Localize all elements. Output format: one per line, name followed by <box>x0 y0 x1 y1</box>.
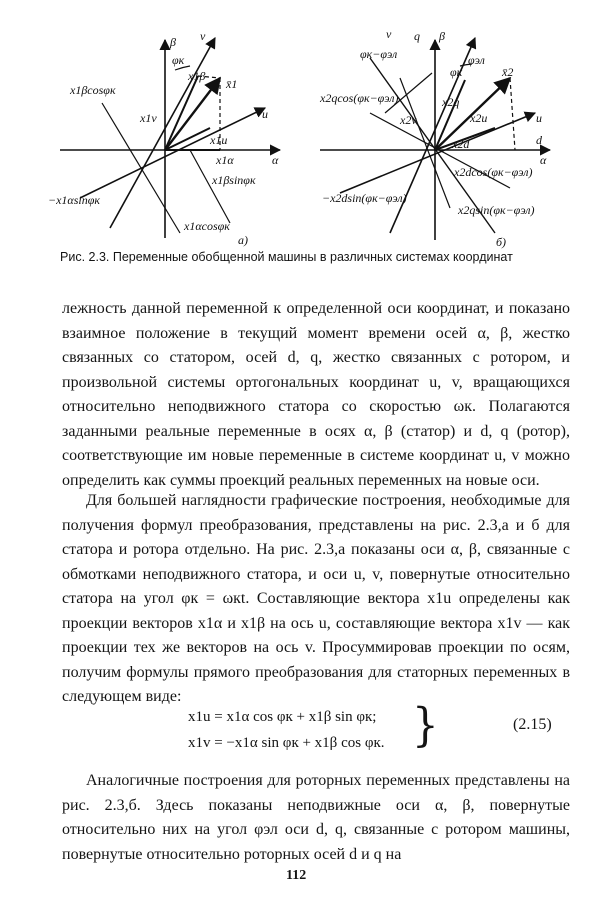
label-b-d: d <box>536 133 542 147</box>
paragraph-3: Аналогичные построения для роторных переменных представлены на рис. 2.3,б. Здесь показаны неподвижные оси α, β, повернутые относительно них на угол φэл оси d, q, связанные с ротором машины, повернутые относительно роторных осей d и q на <box>62 772 570 863</box>
label-b-q: q <box>414 29 420 43</box>
label-a-x1a-cos: x1αcosφк <box>184 219 230 233</box>
label-a-x1b: x1β <box>188 69 206 83</box>
label-b-u: u <box>536 111 542 125</box>
label-b-x2q: x2q <box>442 95 460 109</box>
label-b-beta: β <box>439 29 445 43</box>
label-a-x1v: x1v <box>140 111 157 125</box>
equation-number: (2.15) <box>513 716 552 733</box>
label-b-x2v: x2v <box>400 113 417 127</box>
equation-line-1: x1u = x1α cos φк + x1β sin φк; <box>188 709 377 725</box>
figure-2-3 <box>40 18 570 250</box>
label-a-alpha: α <box>272 153 279 167</box>
panel-b-labels <box>319 27 547 249</box>
label-a-panel: а) <box>238 233 248 247</box>
figure-svg <box>40 18 570 250</box>
label-a-v: v <box>200 29 206 43</box>
label-b-x2q-cos: x2qcos(φк−φэл) <box>320 91 399 105</box>
label-b-x2q-sin: x2qsin(φк−φэл) <box>458 203 535 217</box>
label-b-phi-el: φэл <box>468 53 485 67</box>
label-a-x1a: x1α <box>216 153 234 167</box>
panel-a-labels <box>48 29 279 247</box>
equation-line-2: x1v = −x1α sin φк + x1β cos φк. <box>188 735 385 751</box>
figure-caption: Рис. 2.3. Переменные обобщенной машины в различных системах координат <box>60 250 513 264</box>
label-b-alpha: α <box>540 153 547 167</box>
label-a-x1u: x1u <box>210 133 228 147</box>
label-b-panel: б) <box>496 235 507 249</box>
label-b-x2u: x2u <box>470 111 488 125</box>
label-b-x2: x̄2 <box>502 65 514 79</box>
paragraph-1: лежность данной переменной к определенной оси координат, и показано взаимное положение в текущий момент времени осей α, β, жестко связанных со статором, осей d, q, жестко связанных с ротором, и произвольной системы ортогональных координат u, v, вращающихся относительно неподвижного статора со скоростью ωк. Полагаются заданными реальные переменные в осях α, β (статор) и d, q (ротор), соответствующие им новые переменные в системе координат u, v можно определить как суммы проекций реальных переменных на новые оси. <box>62 300 570 489</box>
label-a-x1: x̄1 <box>226 77 238 91</box>
page-number: 112 <box>286 868 307 883</box>
label-b-x2d: x2d <box>452 137 470 151</box>
label-a-phi: φк <box>172 53 185 67</box>
label-b-x2d-sin: −x2dsin(φк−φэл) <box>322 191 407 205</box>
label-b-angle-top: φк−φэл <box>360 47 398 61</box>
equation-brace: } <box>412 697 439 752</box>
label-a-beta: β <box>170 35 176 49</box>
label-a-u: u <box>262 107 268 121</box>
label-a-x1b-sin: x1βsinφк <box>212 173 256 187</box>
label-a-x1a-sin: −x1αsinφк <box>48 193 100 207</box>
label-b-v: v <box>386 27 392 41</box>
panel-a-diagram <box>60 38 280 238</box>
label-b-phi-k: φк <box>450 65 463 79</box>
paragraph-2: Для большей наглядности графические построения, необходимые для получения формул преобразования, представлены на рис. 2.3,а и б для статора и ротора отдельно. На рис. 2.3,а показаны оси α, β, связанные с обмотками неподвижного статора, и оси u, v, повернутые относительно статора на угол φк = ωкt. Составляющие вектора x1u определены как проекции векторов x1α и x1β на ось u, составляющие вектора x1v — как проекции тех же векторов на ось v. Просуммировав проекции по осям, получим формулы прямого преобразования для статорных переменных в следующем виде: <box>62 492 570 705</box>
label-b-x2d-cos: x2dcos(φк−φэл) <box>454 165 533 179</box>
label-a-x1b-cos: x1βcosφк <box>70 83 116 97</box>
